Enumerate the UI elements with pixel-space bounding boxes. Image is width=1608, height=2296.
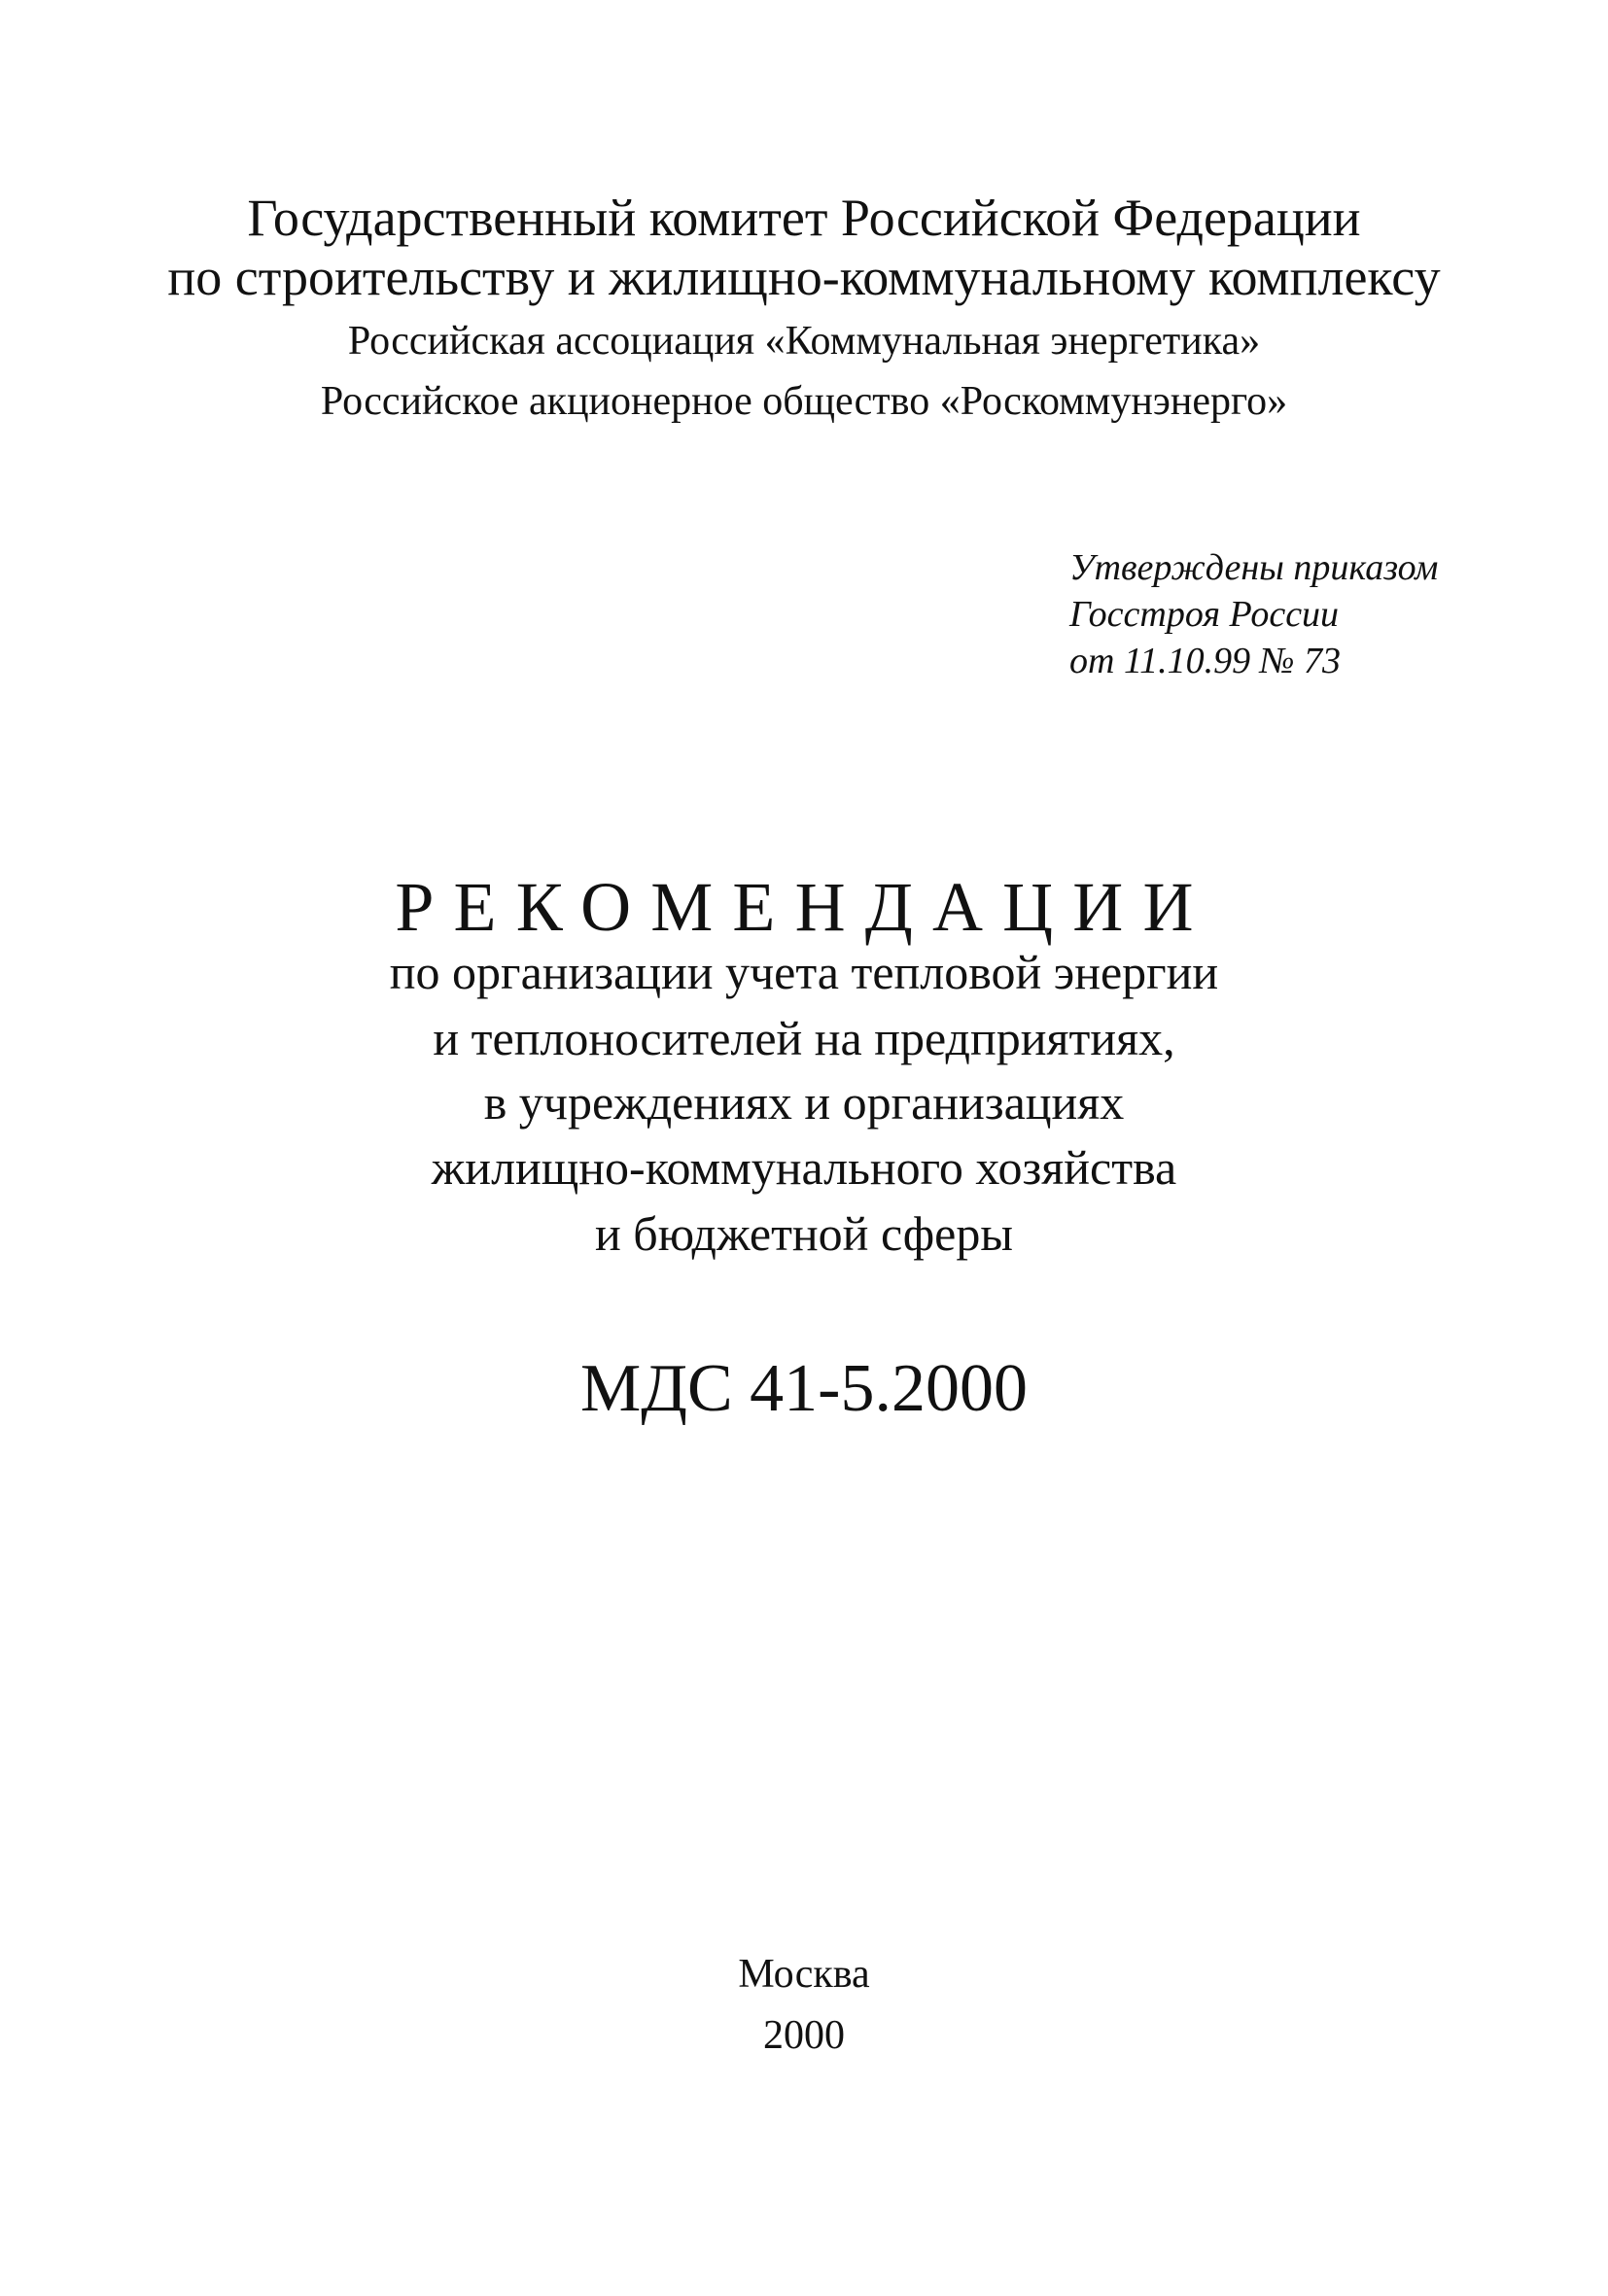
publication-city: Москва [738, 1952, 870, 1997]
document-title: РЕКОМЕНДАЦИИ [395, 868, 1213, 946]
document-subtitle-line-4: жилищно-коммунального хозяйства [431, 1140, 1177, 1195]
approval-block [1069, 544, 1575, 684]
approval-line-1: Утверждены приказом [1069, 547, 1439, 588]
org-name-line-3: Российская ассоциация «Коммунальная энергетика» [347, 319, 1261, 364]
org-name-line-4: Российское акционерное общество «Роскоммунэнерго» [320, 379, 1288, 424]
approval-line-2: Госстроя России [1069, 594, 1340, 635]
document-subtitle-line-1: по организации учета тепловой энергии [389, 945, 1219, 999]
approval-line-3: от 11.10.99 № 73 [1069, 641, 1341, 681]
org-name-line-2: по строительству и жилищно-коммунальному комплексу [167, 248, 1441, 306]
document-subtitle-line-2: и теплоносителей на предприятиях, [433, 1011, 1175, 1065]
publication-year: 2000 [763, 2013, 845, 2058]
document-code: МДС 41-5.2000 [580, 1351, 1028, 1426]
document-subtitle-line-3: в учреждениях и организациях [483, 1075, 1125, 1130]
document-subtitle-line-5: и бюджетной сферы [595, 1206, 1013, 1261]
org-name-line-1: Государственный комитет Российской Федерации [247, 189, 1361, 247]
